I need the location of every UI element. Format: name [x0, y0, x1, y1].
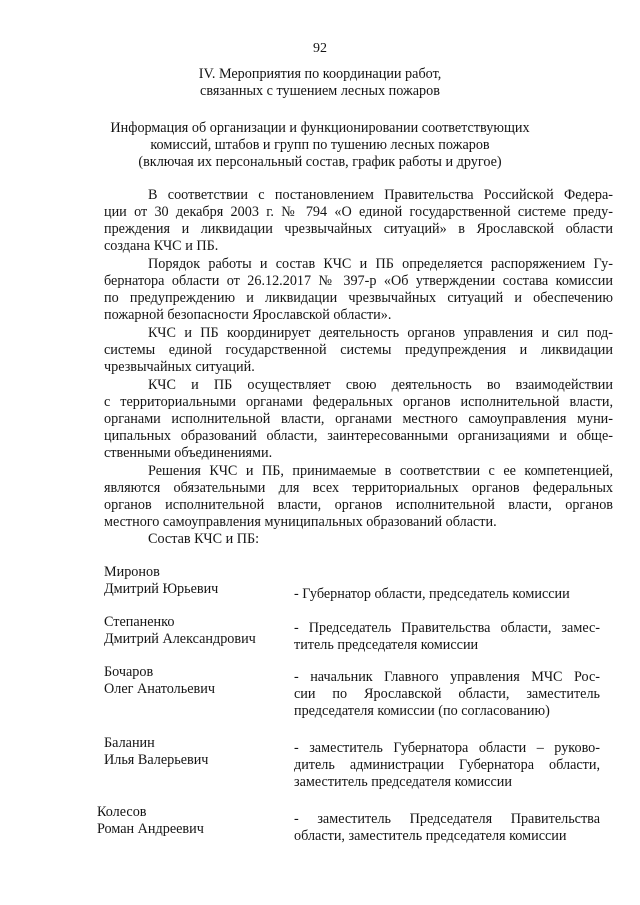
subtitle-line-1: Информация об организации и функционировании соответствующих [110, 120, 530, 136]
paragraph-4-line-3: органами исполнительной власти, органами местного самоуправления муни- [104, 411, 613, 427]
member-3-role-line-1: - начальник Главного управления МЧС Рос- [294, 669, 600, 685]
paragraph-5-line-2: являются обязательными для всех территориальных органов федеральных [104, 480, 613, 496]
member-3-given-name: Олег Анатольевич [104, 681, 215, 697]
paragraph-3-line-1: КЧС и ПБ координирует деятельность органов управления и сил под- [148, 325, 613, 341]
composition-heading: Состав КЧС и ПБ: [148, 531, 260, 547]
member-5-given-name: Роман Андреевич [97, 821, 204, 837]
member-4-role-line-2: дитель администрации Губернатора области, [294, 757, 600, 773]
section-title-line-1: IV. Мероприятия по координации работ, [198, 66, 442, 82]
paragraph-4-line-5: ственными объединениями. [104, 445, 273, 461]
member-3-role-line-2: сии по Ярославской области, заместитель [294, 686, 600, 702]
paragraph-2-line-2: бернатора области от 26.12.2017 № 397-р «Об утверждении состава комиссии [104, 273, 613, 289]
section-title-line-2: связанных с тушением лесных пожаров [200, 83, 440, 99]
paragraph-3-line-2: системы единой государственной системы предупреждения и ликвидации [104, 342, 613, 358]
member-1-role-line-1: - Губернатор области, председатель комиссии [294, 586, 570, 602]
paragraph-5-line-3: органов исполнительной власти, органов исполнительной власти, органов [104, 497, 613, 513]
paragraph-1-line-3: преждения и ликвидации чрезвычайных ситуаций» в Ярославской области [104, 221, 613, 237]
paragraph-1-line-4: создана КЧС и ПБ. [104, 238, 219, 254]
subtitle-line-2: комиссий, штабов и групп по тушению лесных пожаров [150, 137, 490, 153]
member-2-role-line-2: титель председателя комиссии [294, 637, 479, 653]
member-5-role-line-1: - заместитель Председателя Правительства [294, 811, 600, 827]
subtitle-line-3: (включая их персональный состав, график работы и другое) [138, 154, 502, 170]
member-1-surname: Миронов [104, 564, 160, 580]
paragraph-4-line-4: ципальных образований области, заинтересованными организациями и обще- [104, 428, 613, 444]
paragraph-1-line-1: В соответствии с постановлением Правительства Российской Федера- [148, 187, 613, 203]
page-number: 92 [313, 41, 327, 56]
member-5-role-line-2: области, заместитель председателя комиссии [294, 828, 567, 844]
member-4-role-line-1: - заместитель Губернатора области – руково- [294, 740, 600, 756]
member-2-given-name: Дмитрий Александрович [104, 631, 256, 647]
member-3-role-line-3: председателя комиссии (по согласованию) [294, 703, 550, 719]
member-2-surname: Степаненко [104, 614, 175, 630]
member-4-surname: Баланин [104, 735, 155, 751]
member-5-surname: Колесов [97, 804, 147, 820]
member-1-given-name: Дмитрий Юрьевич [104, 581, 219, 597]
member-4-given-name: Илья Валерьевич [104, 752, 209, 768]
paragraph-3-line-3: чрезвычайных ситуаций. [104, 359, 255, 375]
member-3-surname: Бочаров [104, 664, 154, 680]
paragraph-4-line-1: КЧС и ПБ осуществляет свою деятельность во взаимодействии [148, 377, 613, 393]
member-2-role-line-1: - Председатель Правительства области, замес- [294, 620, 600, 636]
paragraph-5-line-4: местного самоуправления муниципальных образований области. [104, 514, 497, 530]
paragraph-2-line-3: по предупреждению и ликвидации чрезвычайных ситуаций и обеспечению [104, 290, 613, 306]
paragraph-1-line-2: ции от 30 декабря 2003 г. № 794 «О единой государственной системе преду- [104, 204, 613, 220]
paragraph-4-line-2: с территориальными органами федеральных органов исполнительной власти, [104, 394, 613, 410]
paragraph-5-line-1: Решения КЧС и ПБ, принимаемые в соответствии с ее компетенцией, [148, 463, 613, 479]
paragraph-2-line-4: пожарной безопасности Ярославской области». [104, 307, 392, 323]
paragraph-2-line-1: Порядок работы и состав КЧС и ПБ определяется распоряжением Гу- [148, 256, 613, 272]
member-4-role-line-3: заместитель председателя комиссии [294, 774, 512, 790]
